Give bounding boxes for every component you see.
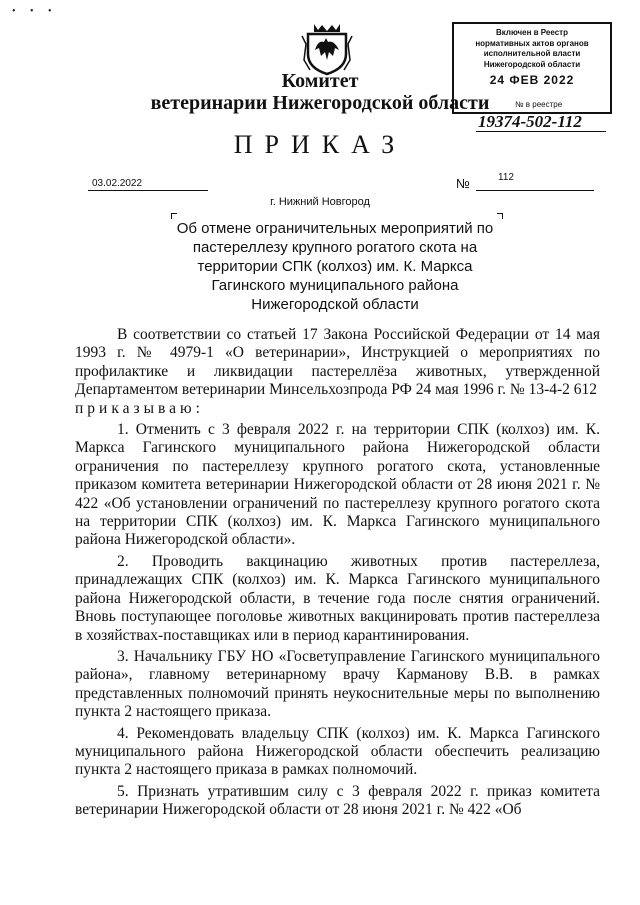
date-underline (88, 190, 208, 191)
item-1: 1. Отменить с 3 февраля 2022 г. на территории СПК (колхоз) им. К. Маркса Гагинского муниципального района Нижегородской области ограничения по пастереллезу крупного рогатого скота, установленные приказом комитета ветеринарии Нижегородской области от 28 июня 2021 г. № 422 «Об установлении ограничений по пастереллезу крупного рогатого скота на территории СПК (колхоз) им. К. Маркса Гагинского муниципального района Нижегородской области». (75, 421, 600, 549)
title-bracket-right (497, 213, 503, 219)
registry-number: 19374-502-112 (478, 112, 582, 131)
stamp-line-4: Нижегородской области (483, 59, 581, 69)
intro-paragraph: В соответствии со статьей 17 Закона Российской Федерации от 14 мая 1993 г. № 4979-1 «О ветеринарии», Инструкцией о мероприятиях по профилактике и ликвидации пастереллёза животных, утвержденной Департаментом ветеринарии Минсельхозпрода РФ 24 мая 1996 г. № 13-4-2 612 (75, 326, 600, 399)
order-date: 03.02.2022 (92, 178, 143, 189)
document-type: ПРИКАЗ (233, 130, 407, 159)
order-title: Об отмене ограничительных мероприятий по пастереллезу крупного рогатого скота на территории СПК (колхоз) им. К. Маркса Гагинского муниципального района Нижегородской области (176, 220, 494, 313)
item-5: 5. Признать утратившим силу с 3 февраля 2022 г. приказ комитета ветеринарии Нижегородской области от 28 июня 2021 г. № 422 «Об (75, 782, 600, 819)
order-word: приказываю: (75, 399, 204, 417)
registry-underline (476, 131, 606, 132)
order-body (75, 326, 600, 823)
stamp-date: 24 ФЕВ 2022 (489, 73, 575, 87)
org-name-line1: Комитет (281, 70, 359, 92)
coat-of-arms-emblem (300, 20, 354, 76)
number-underline (476, 190, 594, 191)
registry-number-label: № в реестре (515, 100, 563, 109)
number-sign: № (456, 176, 470, 191)
item-2: 2. Проводить вакцинацию животных против пастереллеза, принадлежащих СПК (колхоз) им. К. Маркса Гагинского муниципального района Нижегородской области, в течение года после снятия ограничений. Вновь поступающее поголовье животных вакцинировать против пастереллеза в хозяйствах-поставщиках или в период карантинирования. (75, 552, 600, 644)
org-name-line2: ветеринарии Нижегородской области (150, 92, 490, 114)
city: г. Нижний Новгород (270, 196, 370, 208)
stamp-line-3: исполнительной власти (483, 49, 581, 58)
stamp-line-2: нормативных актов органов (475, 38, 589, 48)
item-4: 4. Рекомендовать владельцу СПК (колхоз) им. К. Маркса Гагинского муниципального района Нижегородской области обеспечить реализацию пункта 2 настоящего приказа в рамках полномочий. (75, 724, 600, 779)
stamp-line-1: Включен в Реестр (496, 28, 568, 37)
item-3: 3. Начальнику ГБУ НО «Госветуправление Гагинского муниципального района», главному ветеринарному врачу Карманову В.В. в рамках представленных полномочий принять неукоснительные меры по выполнению пункта 2 настоящего приказа. (75, 647, 600, 721)
scan-artifact-dots: • • • (12, 6, 58, 17)
order-number: 112 (498, 172, 514, 183)
